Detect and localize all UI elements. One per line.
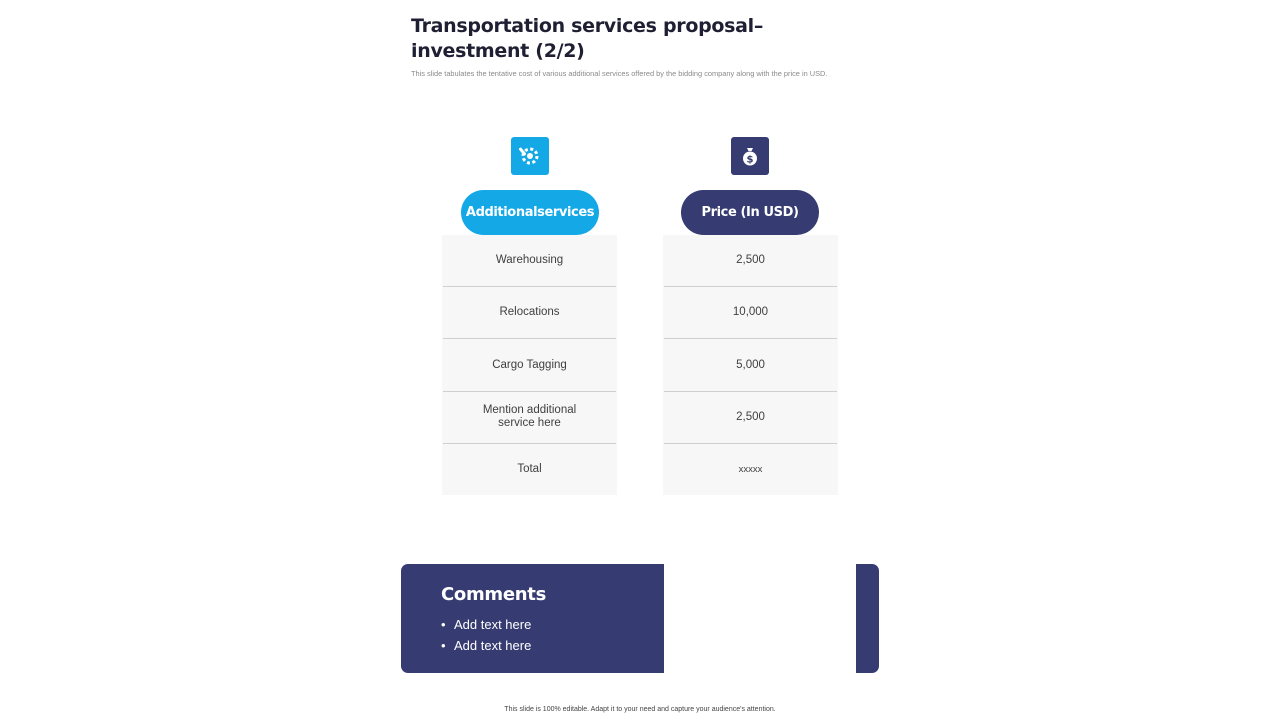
money-bag-icon: [738, 144, 762, 168]
comment-item: [441, 614, 664, 635]
svg-text:$: $: [746, 154, 754, 166]
service-cell: Cargo Tagging: [443, 339, 616, 391]
additional-services-header: Additionalservices: [461, 190, 599, 235]
price-header: Price (In USD): [681, 190, 819, 235]
bullet-icon: •: [441, 638, 446, 653]
services-column: [442, 235, 617, 495]
gear-wrench-icon: [518, 144, 542, 168]
comment-text: Add text here: [454, 617, 532, 632]
page-title: Transportation services proposal– investment (2/2): [411, 15, 764, 62]
comment-item: [441, 635, 664, 656]
page-subtitle: This slide tabulates the tentative cost of various additional services offered by the bidding company along with the price in USD.: [411, 69, 828, 78]
service-cell: Warehousing: [443, 235, 616, 287]
bullet-icon: •: [441, 617, 446, 632]
service-cell: Relocations: [443, 287, 616, 339]
price-cell: 10,000: [664, 287, 837, 339]
service-cell: Mention additional service here: [443, 392, 616, 444]
comments-side-strip: [856, 564, 879, 673]
total-value-cell: xxxxx: [738, 463, 763, 475]
comments-title: Comments: [441, 584, 547, 605]
price-cell: 2,500: [664, 235, 837, 287]
price-cell: 5,000: [664, 339, 837, 391]
footer-note: This slide is 100% editable. Adapt it to your need and capture your audience's attention.: [504, 706, 776, 713]
price-icon-tile: [731, 137, 769, 175]
comments-list: [441, 614, 664, 656]
comment-text: Add text here: [454, 638, 532, 653]
price-column: [663, 235, 838, 495]
price-cell: 2,500: [664, 392, 837, 444]
services-icon-tile: [511, 137, 549, 175]
total-label-cell: Total: [517, 462, 542, 475]
comments-box: [401, 564, 664, 673]
